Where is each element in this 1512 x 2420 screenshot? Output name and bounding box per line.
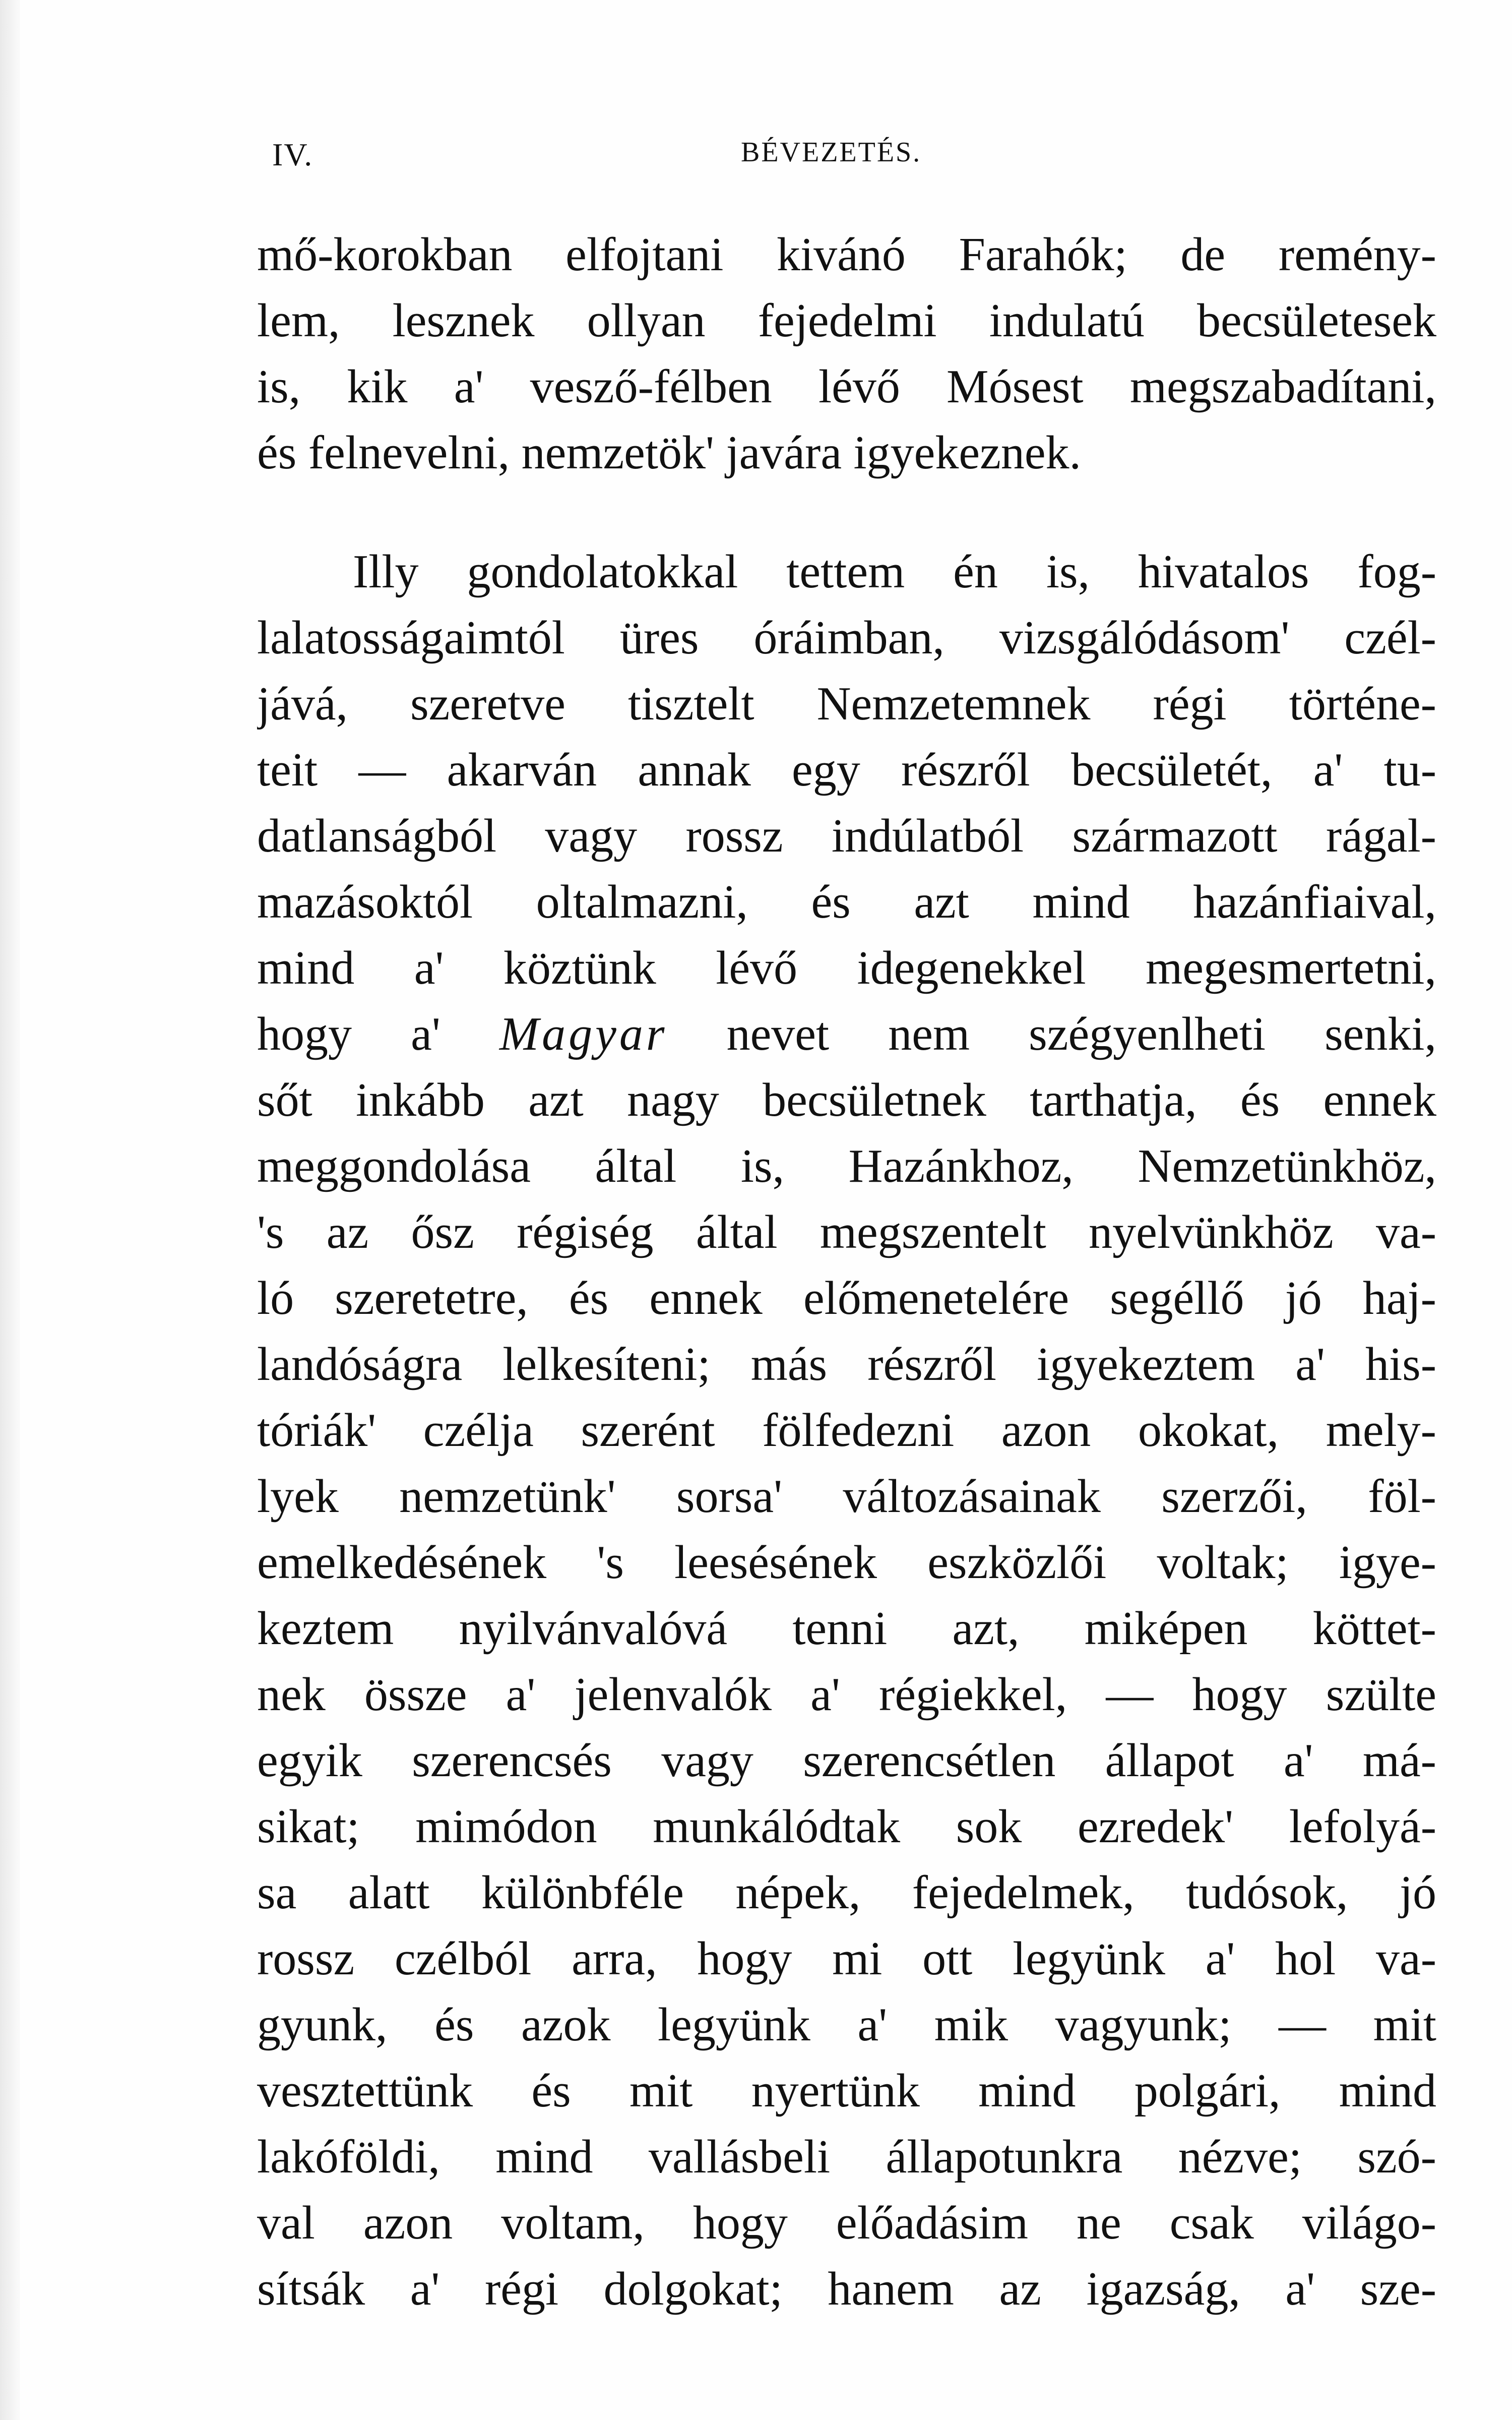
text-line-with-emphasis — [257, 1001, 1436, 1067]
text-line: mind a' köztünk lévő idegenekkel megesmertetni, — [257, 942, 1436, 994]
text-line: jává, szeretve tisztelt Nemzetemnek régi történe- — [257, 678, 1436, 730]
text-line: teit — akarván annak egy részről becsületét, a' tu- — [257, 744, 1436, 796]
text-segment: hogy a' — [257, 1008, 499, 1060]
text-segment: nevet nem szégyenlheti senki, — [667, 1008, 1436, 1060]
text-line: Illy gondolatokkal tettem én is, hivatalos fog- — [353, 546, 1436, 598]
text-line: lyek nemzetünk' sorsa' változásainak szerzői, föl- — [257, 1470, 1436, 1523]
running-head: BÉVEZETÉS. — [741, 137, 922, 168]
text-line: sikat; mimódon munkálódtak sok ezredek' lefolyá- — [257, 1800, 1436, 1853]
text-line: lakóföldi, mind vallásbeli állapotunkra nézve; szó- — [257, 2131, 1436, 2183]
text-line: sa alatt különbféle népek, fejedelmek, tudósok, jó — [257, 1866, 1436, 1919]
text-line: mazásoktól oltalmazni, és azt mind hazánfiaival, — [257, 876, 1436, 928]
text-line: val azon voltam, hogy előadásim ne csak világo- — [257, 2197, 1436, 2249]
text-line: mő-korokban elfojtani kivánó Farahók; de remény- — [257, 228, 1436, 281]
text-line: rossz czélból arra, hogy mi ott legyünk a' hol va- — [257, 1932, 1436, 1985]
text-line: és felnevelni, nemzetök' javára igyekeznek. — [257, 427, 1082, 479]
text-line: 's az ősz régiség által megszentelt nyelvünkhöz va- — [257, 1206, 1436, 1258]
text-line: landóságra lelkesíteni; más részről igyekeztem a' his- — [257, 1338, 1436, 1390]
text-line: gyunk, és azok legyünk a' mik vagyunk; — mit — [257, 1999, 1436, 2051]
text-line: lalatosságaimtól üres óráimban, vizsgálódásom' czél- — [257, 612, 1436, 664]
text-line: datlanságból vagy rossz indúlatból származott rágal- — [257, 810, 1436, 862]
text-line: meggondolása által is, Hazánkhoz, Nemzetünkhöz, — [257, 1140, 1436, 1192]
body-text — [257, 222, 1436, 2322]
text-line: sítsák a' régi dolgokat; hanem az igazság, a' sze- — [257, 2263, 1436, 2315]
text-line: keztem nyilvánvalóvá tenni azt, miképen köttet- — [257, 1602, 1436, 1655]
text-line: nek össze a' jelenvalók a' régiekkel, — hogy szülte — [257, 1668, 1436, 1721]
text-line: ló szeretetre, és ennek előmenetelére segéllő jó haj- — [257, 1272, 1436, 1324]
paragraph-1 — [257, 222, 1436, 486]
text-line: tóriák' czélja szerént fölfedezni azon okokat, mely- — [257, 1404, 1436, 1457]
text-line: lem, lesznek ollyan fejedelmi indulatú becsületesek — [257, 294, 1436, 347]
text-line: vesztettünk és mit nyertünk mind polgári, mind — [257, 2065, 1436, 2117]
text-line: sőt inkább azt nagy becsületnek tarthatja, és ennek — [257, 1074, 1436, 1126]
paragraph-2 — [257, 539, 1436, 2322]
page-binding-edge — [0, 0, 20, 2420]
text-line: emelkedésének 's leesésének eszközlői voltak; igye- — [257, 1536, 1436, 1589]
paragraph-gap — [257, 486, 1436, 539]
text-line: egyik szerencsés vagy szerencsétlen állapot a' má- — [257, 1734, 1436, 1787]
text-line: is, kik a' vesző-félben lévő Mósest megszabadítani, — [257, 360, 1436, 413]
emphasized-word-magyar: Magyar — [499, 1008, 668, 1060]
page-header — [272, 136, 1431, 176]
page-number: IV. — [272, 137, 313, 172]
